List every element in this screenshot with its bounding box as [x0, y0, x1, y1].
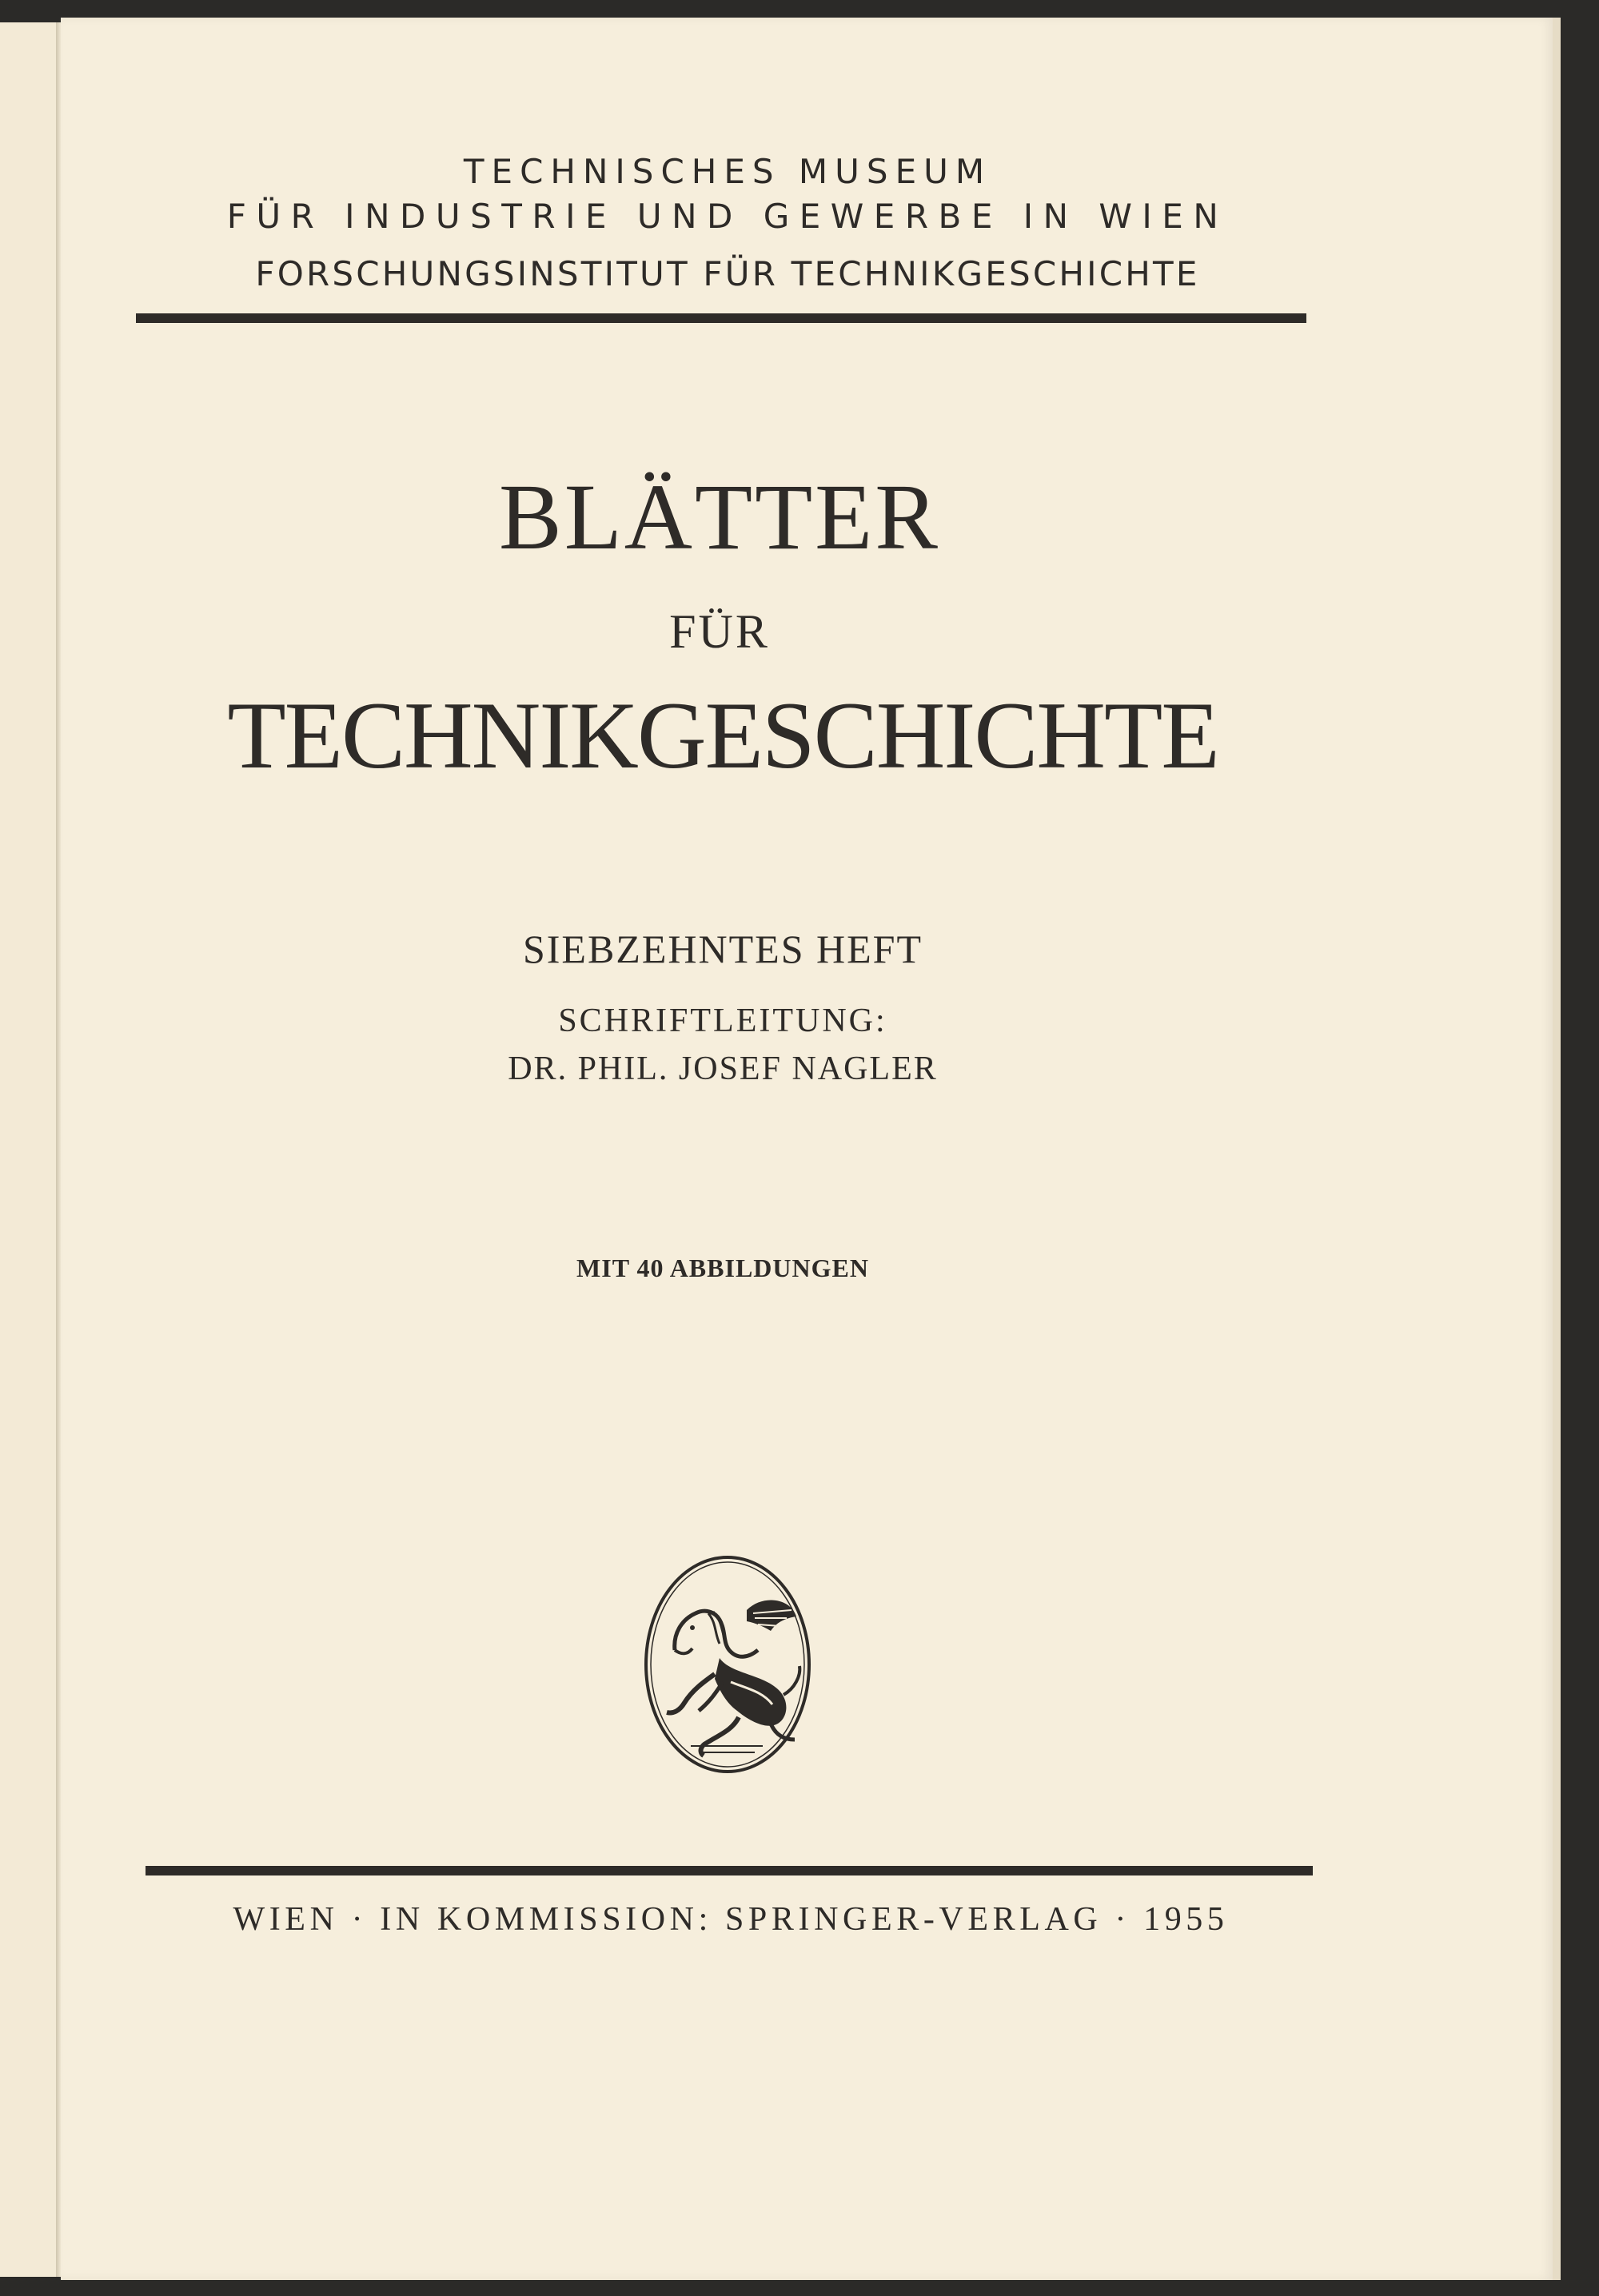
bottom-divider	[146, 1866, 1313, 1875]
top-divider	[136, 313, 1306, 323]
title-subject: TECHNIKGESCHICHTE	[227, 682, 1218, 788]
title-page	[61, 18, 1553, 2280]
editor-name: DR. PHIL. JOSEF NAGLER	[508, 1050, 938, 1087]
facing-page	[0, 22, 58, 2277]
museum-name: TECHNISCHES MUSEUM	[463, 152, 992, 191]
page-edge	[1553, 18, 1561, 2280]
museum-subtitle: FÜR INDUSTRIE UND GEWERBE IN WIEN	[226, 197, 1229, 236]
editor-label: SCHRIFTLEITUNG:	[558, 1003, 887, 1039]
publisher-imprint: WIEN · IN KOMMISSION: SPRINGER-VERLAG · 1955	[233, 1901, 1229, 1938]
title-main: BLÄTTER	[499, 464, 940, 569]
pegasus-emblem-icon	[643, 1554, 812, 1775]
institute-name: FORSCHUNGSINSTITUT FÜR TECHNIKGESCHICHTE	[255, 254, 1200, 293]
illustrations-note: MIT 40 ABBILDUNGEN	[576, 1254, 869, 1282]
issue-number: SIEBZEHNTES HEFT	[522, 927, 923, 971]
title-connector: FÜR	[669, 605, 770, 658]
